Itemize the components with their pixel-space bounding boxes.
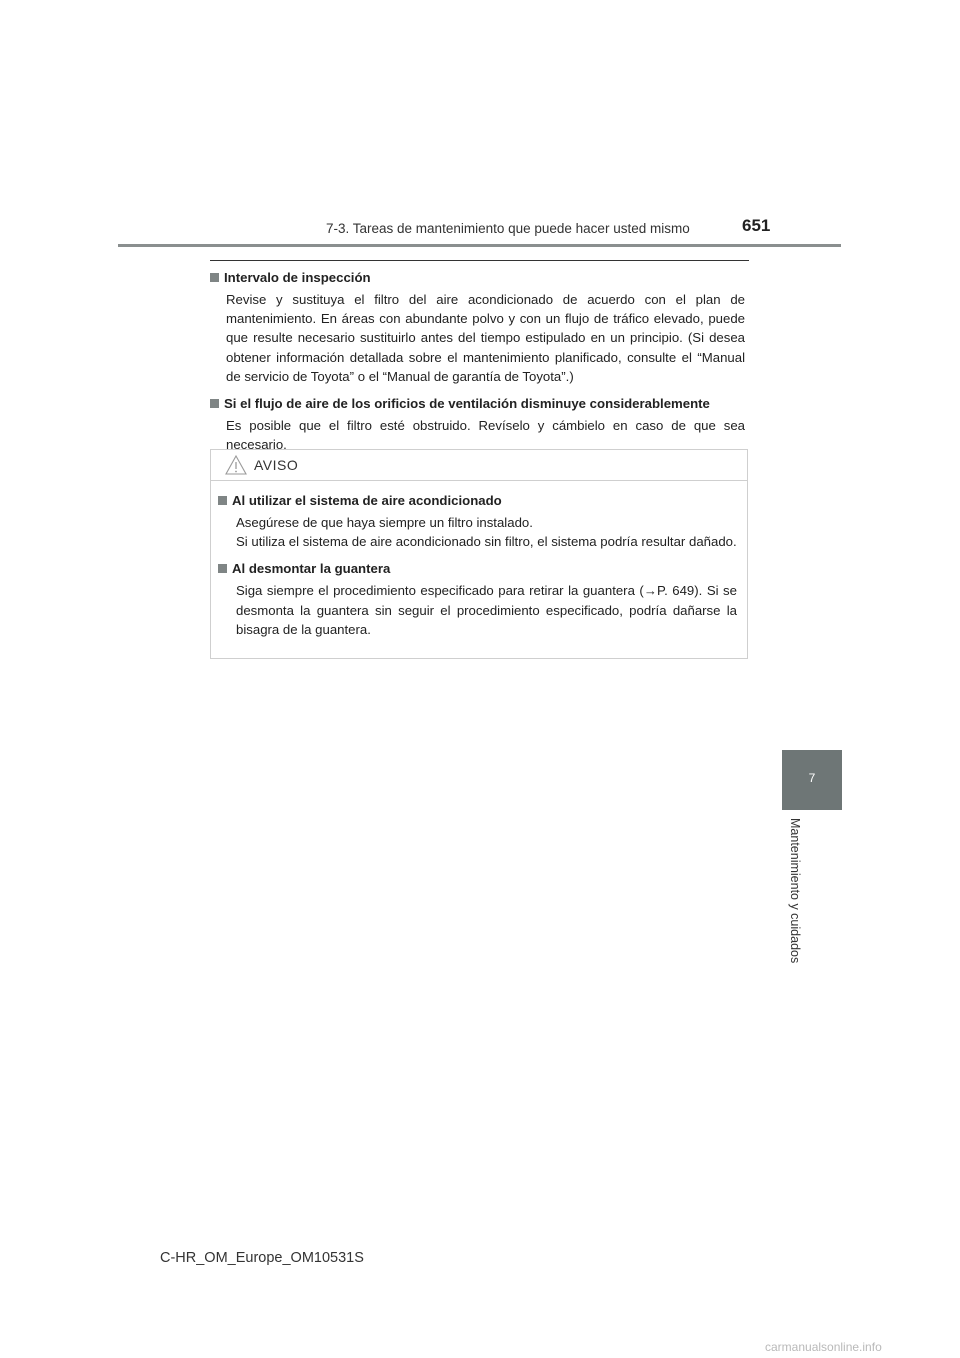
section-heading <box>210 394 745 413</box>
warning-title: AVISO <box>254 457 299 473</box>
warning-item-line: Asegúrese de que haya siempre un filtro instalado. <box>236 515 533 530</box>
warning-item-heading-text: Al utilizar el sistema de aire acondicionado <box>232 493 502 508</box>
warning-item-heading-text: Al desmontar la guantera <box>232 561 391 577</box>
chapter-tab <box>782 750 842 810</box>
section-heading-text: Si el flujo de aire de los orificios de ventilación disminuye considerablemente <box>224 396 710 412</box>
warning-item-ac-use <box>218 491 737 551</box>
chapter-number: 7 <box>808 771 816 785</box>
warning-item-heading <box>218 559 737 578</box>
main-content <box>210 268 745 454</box>
section-heading-text: Intervalo de inspección <box>224 270 371 285</box>
content-rule <box>210 260 749 261</box>
warning-item-line: Siga siempre el procedimiento especificado para retirar la guantera (→P. 649). Si se desmonta la guantera sin seguir el procedimiento especificado, podría dañarse la bisagra de la guantera. <box>236 583 737 637</box>
section-paragraph: Revise y sustituya el filtro del aire acondicionado de acuerdo con el plan de mantenimiento. En áreas con abundante polvo y con un flujo de tráfico elevado, puede que resulte necesario sustituirlo antes del tiempo estipulado en un principio. (Si desea obtener información detallada sobre el mantenimiento planificado, consulte el “Manual de servicio de Toyota” o el “Manual de garantía de Toyota”.) <box>226 292 745 384</box>
page-number: 651 <box>742 216 771 235</box>
section-heading <box>210 268 745 287</box>
square-bullet-icon <box>218 496 227 505</box>
warning-body <box>211 481 747 639</box>
square-bullet-icon <box>210 273 219 282</box>
warning-triangle-icon <box>225 454 247 476</box>
chapter-label: Mantenimiento y cuidados <box>788 818 802 964</box>
header-section-title: 7-3. Tareas de mantenimiento que puede hacer usted mismo <box>326 221 690 236</box>
footer-code: C-HR_OM_Europe_OM10531S <box>160 1250 364 1266</box>
warning-item-glovebox <box>218 559 737 639</box>
square-bullet-icon <box>218 564 227 573</box>
header-rule <box>118 244 841 247</box>
section-airflow-reduced <box>210 394 745 454</box>
warning-item-line: Si utiliza el sistema de aire acondicionado sin filtro, el sistema podría resultar dañado. <box>236 534 737 550</box>
warning-item-heading <box>218 491 737 510</box>
section-inspection-interval <box>210 268 745 386</box>
warning-box <box>210 449 748 659</box>
square-bullet-icon <box>210 399 219 408</box>
section-paragraph: Es posible que el filtro esté obstruido. Revíselo y cámbielo en caso de que sea necesario. <box>226 418 745 453</box>
watermark-text: carmanualsonline.info <box>765 1340 882 1354</box>
warning-header <box>211 450 747 481</box>
